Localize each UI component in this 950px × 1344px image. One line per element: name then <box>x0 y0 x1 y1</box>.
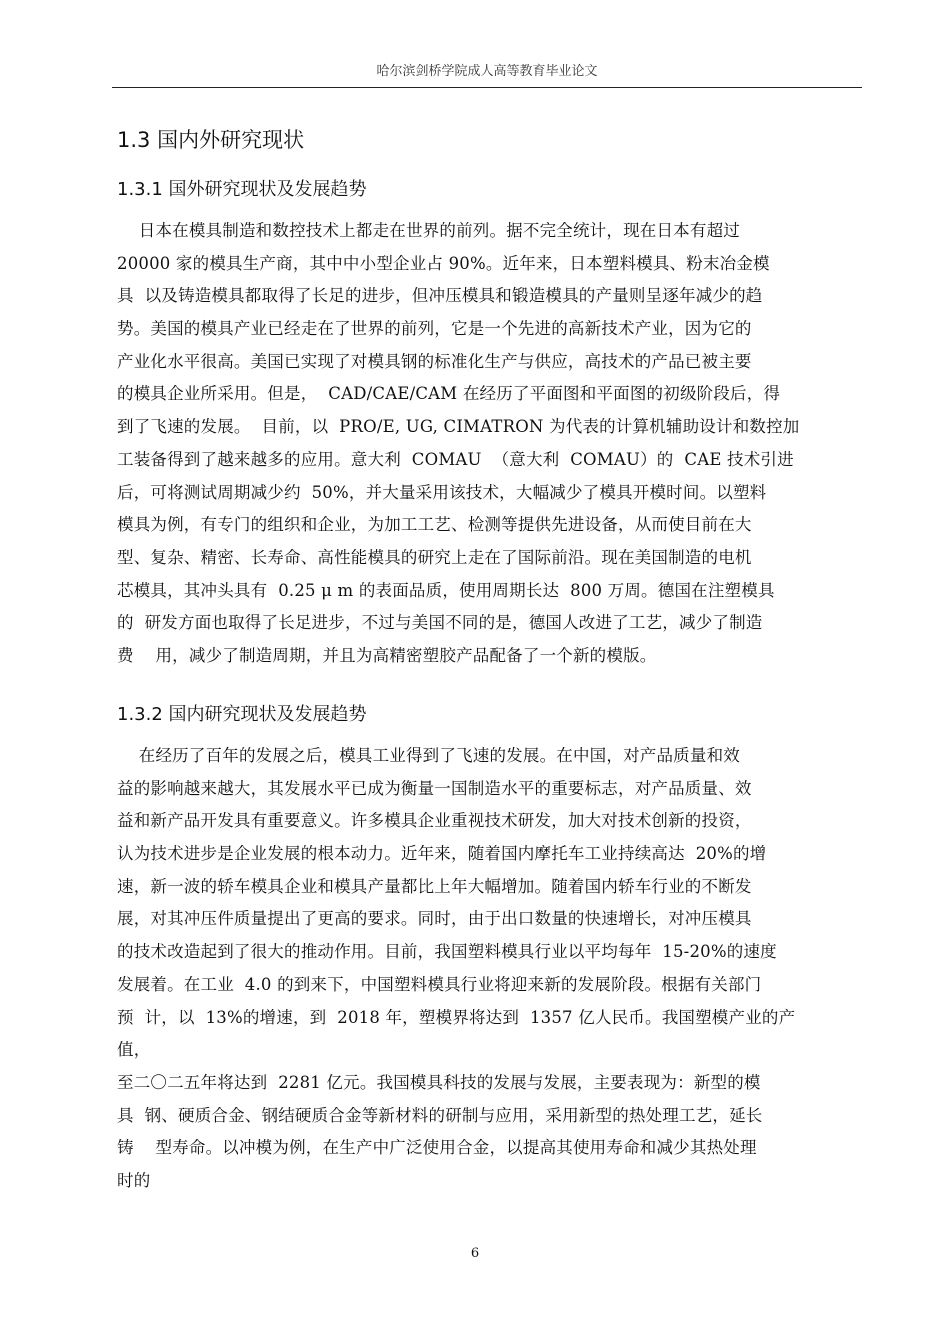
text-line: 值， <box>117 1040 151 1060</box>
text-line: 发展着。在工业 4.0 的到来下，中国塑料模具行业将迎来新的发展阶段。根据有关部门 <box>117 974 762 994</box>
page-number: 6 <box>470 1246 480 1261</box>
text-line: 展，对其冲压件质量提出了更高的要求。同时，由于出口数量的快速增长，对冲压模具 <box>117 909 752 929</box>
text-line: 产业化水平很高。美国已实现了对模具钢的标准化生产与供应，高技术的产品已被主要 <box>117 351 752 371</box>
text-line: 铸 型寿命。以冲模为例，在生产中广泛使用合金，以提高其使用寿命和减少其热处理 <box>117 1138 757 1158</box>
text-line: 的 研发方面也取得了长足进步，不过与美国不同的是，德国人改进了工艺，减少了制造 <box>117 613 763 633</box>
text-line: 费 用，减少了制造周期，并且为高精密塑胶产品配备了一个新的模版。 <box>117 645 657 665</box>
text-line: 型、复杂、精密、长寿命、高性能模具的研究上走在了国际前沿。现在美国制造的电机 <box>117 547 752 567</box>
text-line: 预 计，以 13%的增速，到 2018 年，塑模界将达到 1357 亿人民币。我国塑模产业的产 <box>117 1007 796 1027</box>
text-line: 工装备得到了越来越多的应用。意大利 COMAU （意大利 COMAU）的 CAE 技术引进 <box>117 449 794 469</box>
text-line: 后，可将测试周期减少约 50%，并大量采用该技术，大幅减少了模具开模时间。以塑料 <box>117 482 767 502</box>
header-title: 哈尔滨剑桥学院成人高等教育毕业论文 <box>376 64 598 79</box>
text-line: 认为技术进步是企业发展的根本动力。近年来，随着国内摩托车工业持续高达 20%的增 <box>117 844 767 864</box>
text-line: 时的 <box>117 1170 151 1190</box>
text-line: 益和新产品开发具有重要意义。许多模具企业重视技术研发，加大对技术创新的投资， <box>117 811 752 831</box>
subsection-heading-foreign: 1.3.1 国外研究现状及发展趋势 <box>117 179 367 200</box>
text-line: 20000 家的模具生产商，其中中小型企业占 90%。近年来，日本塑料模具、粉末冶金模 <box>117 253 770 273</box>
section-heading: 1.3 国内外研究现状 <box>117 128 305 152</box>
paragraph-foreign-research <box>117 215 857 673</box>
paragraph-domestic-research <box>117 740 857 1198</box>
text-line: 至二〇二五年将达到 2281 亿元。我国模具科技的发展与发展，主要表现为：新型的模 <box>117 1072 761 1092</box>
text-line: 在经历了百年的发展之后，模具工业得到了飞速的发展。在中国，对产品质量和效 <box>117 746 740 765</box>
text-line: 模具为例，有专门的组织和企业，为加工工艺、检测等提供先进设备，从而使目前在大 <box>117 515 752 535</box>
text-line: 到了飞速的发展。 目前，以 PRO/E, UG, CIMATRON 为代表的计算机辅助设计和数控加 <box>117 417 800 437</box>
text-line: 益的影响越来越大，其发展水平已成为衡量一国制造水平的重要标志，对产品质量、效 <box>117 778 752 798</box>
text-line: 日本在模具制造和数控技术上都走在世界的前列。据不完全统计，现在日本有超过 <box>117 221 740 240</box>
subsection-heading-domestic: 1.3.2 国内研究现状及发展趋势 <box>117 704 367 725</box>
text-line: 具 以及铸造模具都取得了长足的进步，但冲压模具和锻造模具的产量则呈逐年减少的趋 <box>117 286 763 306</box>
text-line: 的模具企业所采用。但是， CAD/CAE/CAM 在经历了平面图和平面图的初级阶段后，得 <box>117 384 781 404</box>
text-line: 具 钢、硬质合金、钢结硬质合金等新材料的研制与应用，采用新型的热处理工艺，延长 <box>117 1105 763 1125</box>
page-header <box>112 60 862 88</box>
text-line: 势。美国的模具产业已经走在了世界的前列，它是一个先进的高新技术产业，因为它的 <box>117 319 752 339</box>
text-line: 芯模具，其冲头具有 0.25 μ m 的表面品质，使用周期长达 800 万周。德国在注塑模具 <box>117 580 775 600</box>
text-line: 的技术改造起到了很大的推动作用。目前，我国塑料模具行业以平均每年 15-20%的速度 <box>117 942 777 962</box>
text-line: 速，新一波的轿车模具企业和模具产量都比上年大幅增加。随着国内轿车行业的不断发 <box>117 876 752 896</box>
